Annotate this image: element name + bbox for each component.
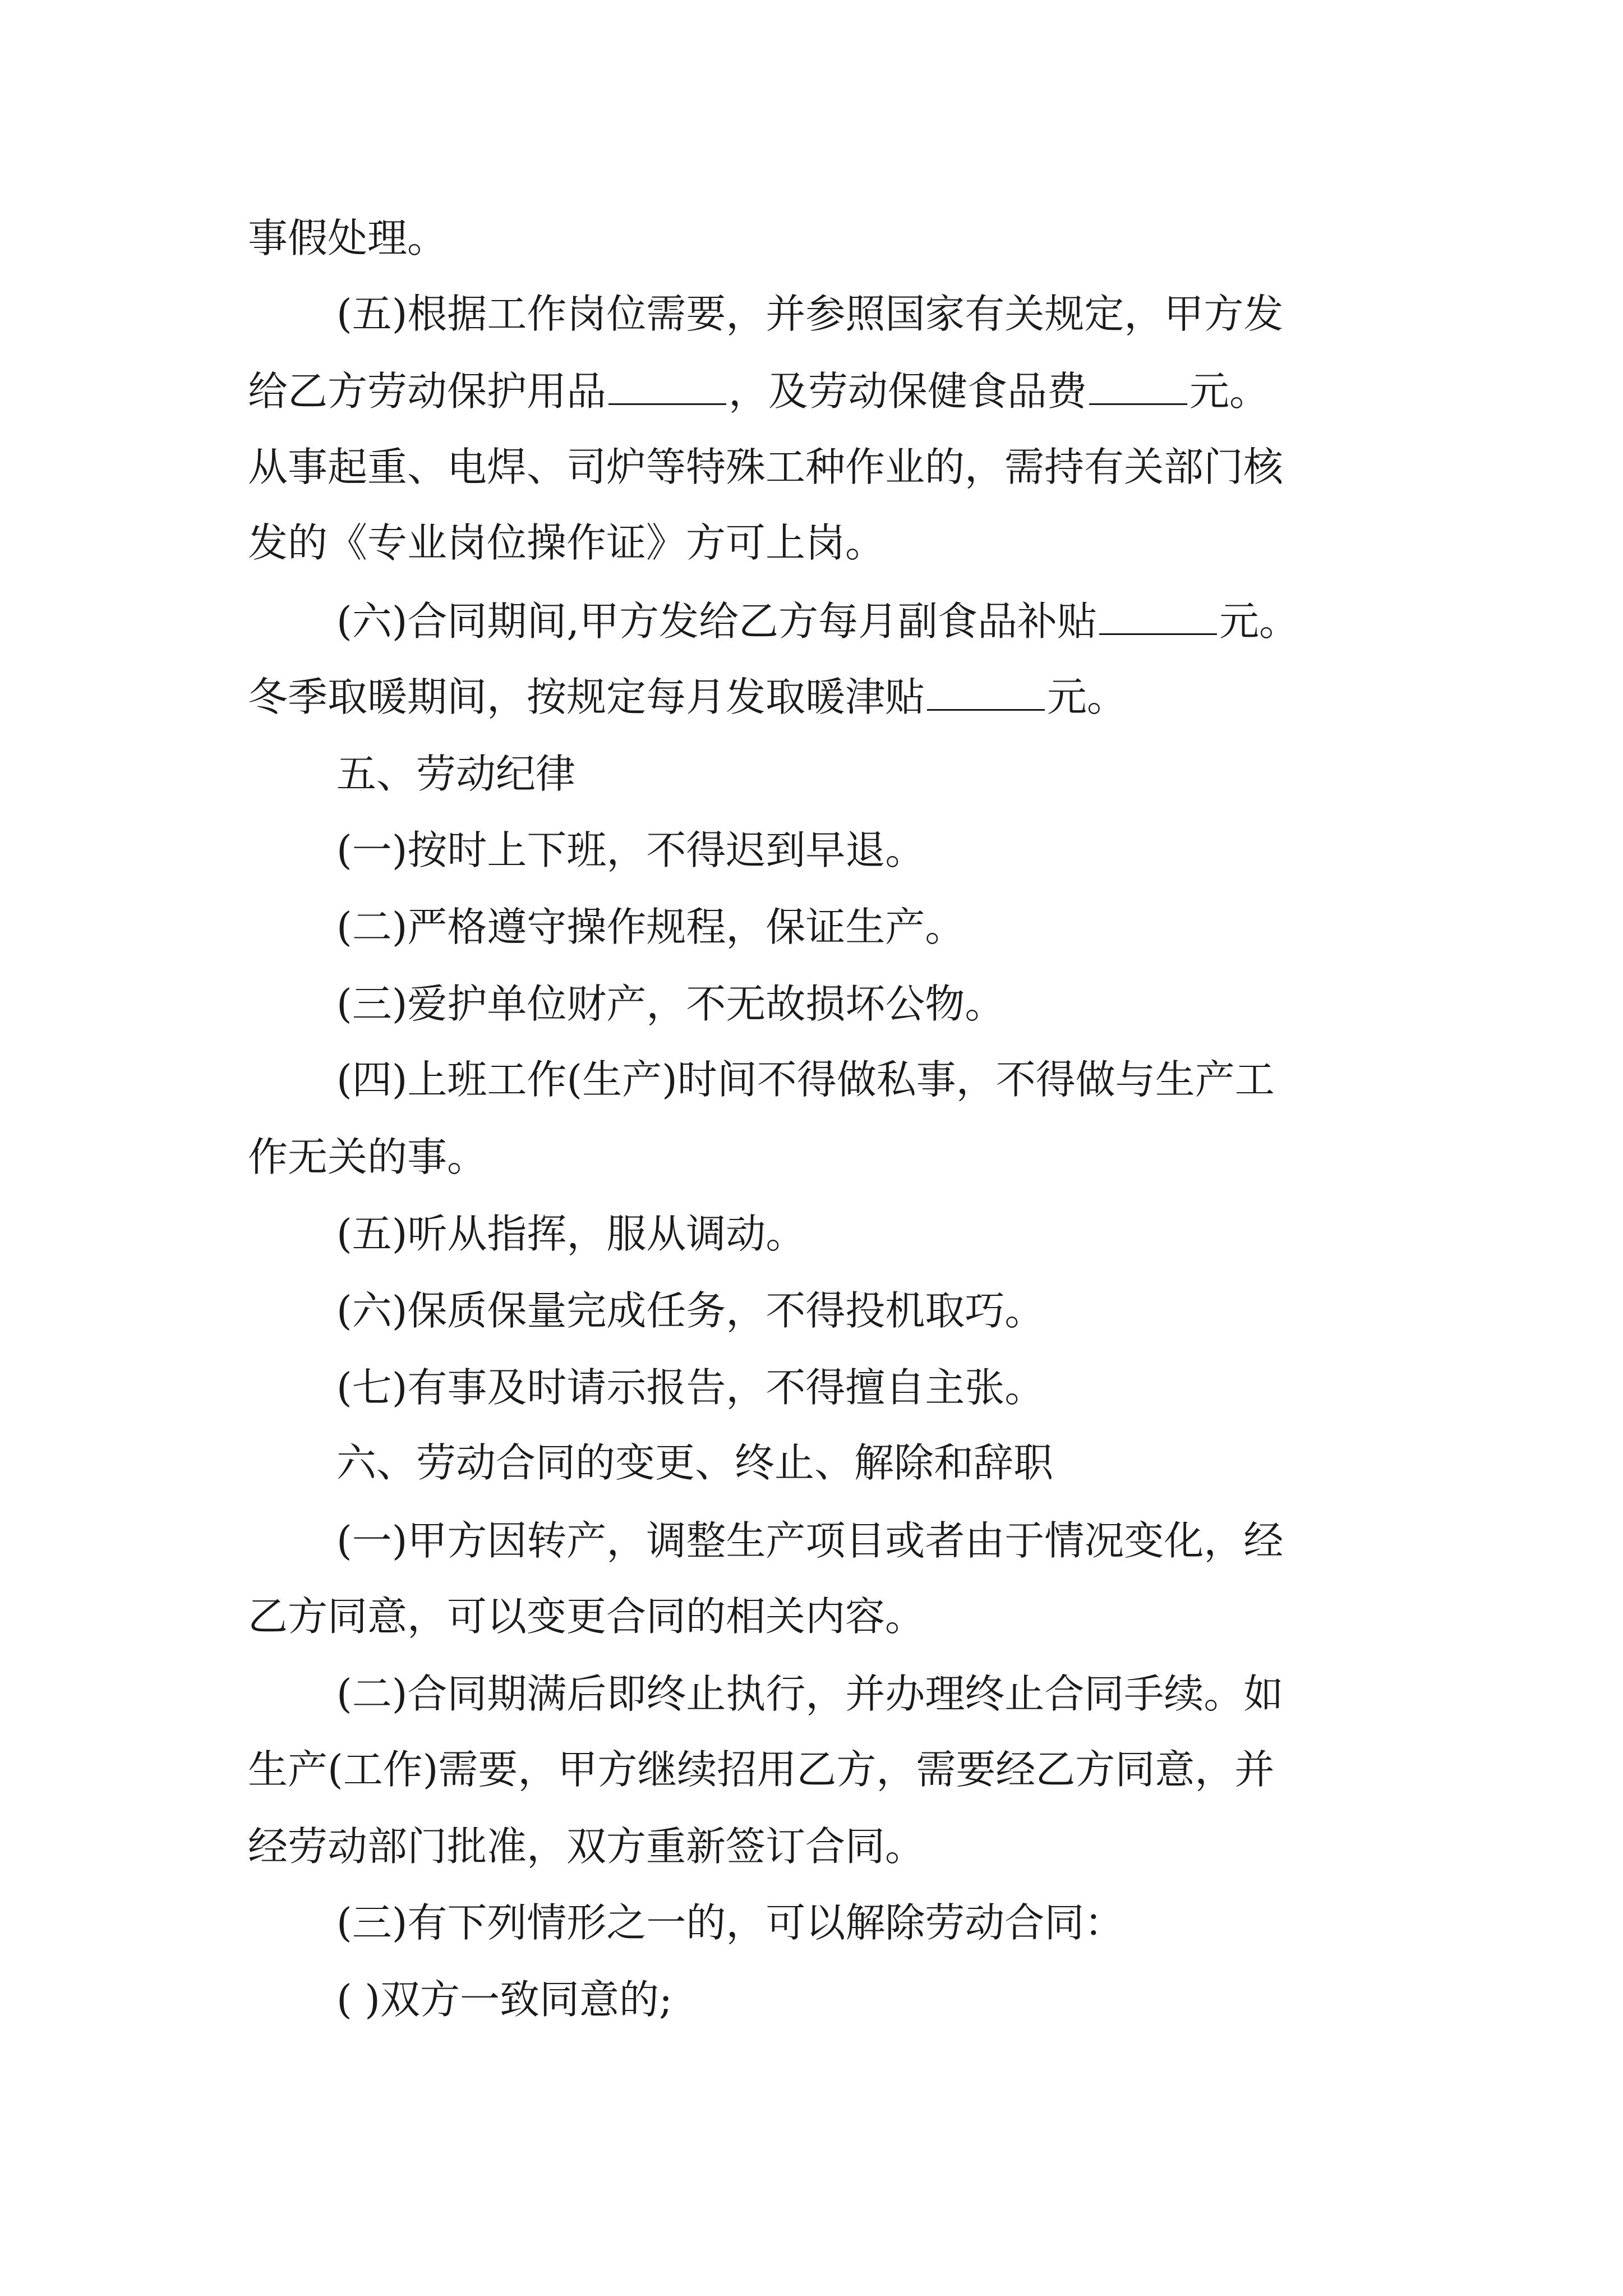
paragraph-line: 经劳动部门批准，双方重新签订合同。	[248, 1823, 925, 1870]
paragraph-line: (二)合同期满后即终止执行，并办理终止合同手续。如	[336, 1671, 1284, 1717]
paragraph-line	[248, 669, 1623, 725]
fill-in-blank	[1089, 366, 1187, 405]
paragraph-line: (一)按时上下班，不得迟到早退。	[336, 827, 925, 873]
section-heading: 五、劳动纪律	[336, 751, 576, 797]
section-heading: 六、劳动合同的变更、终止、解除和辞职	[336, 1439, 1054, 1486]
fill-in-blank	[927, 672, 1045, 711]
paragraph-line: (六)保质保量完成任务，不得投机取巧。	[336, 1287, 1045, 1334]
paragraph-line: (三)有下列情形之一的，可以解除劳动合同：	[336, 1899, 1124, 1946]
line-text: 冬季取暖期间，按规定每月发取暖津贴	[248, 674, 925, 720]
paragraph-line: 乙方同意，可以变更合同的相关内容。	[248, 1593, 925, 1640]
line-text: 元。	[1219, 598, 1299, 645]
paragraph-line: (四)上班工作(生产)时间不得做私事，不得做与生产工	[336, 1056, 1275, 1103]
paragraph-line: 作无关的事。	[248, 1134, 487, 1180]
line-text: 元。	[1189, 368, 1270, 415]
paragraph-line: 生产(工作)需要，甲方继续招用乙方，需要经乙方同意，并	[248, 1746, 1275, 1793]
paragraph-line: 发的《专业岗位操作证》方可上岗。	[248, 519, 886, 566]
paragraph-line	[248, 364, 1623, 420]
paragraph-line: 从事起重、电焊、司炉等特殊工种作业的，需持有关部门核	[248, 444, 1284, 490]
paragraph-line: ( )双方一致同意的;	[336, 1976, 672, 2023]
line-text: (六)合同期间,甲方发给乙方每月副食品补贴	[336, 598, 1097, 645]
fill-in-blank	[608, 366, 726, 405]
paragraph-line: (七)有事及时请示报告，不得擅自主张。	[336, 1364, 1045, 1411]
line-text: 给乙方劳动保护用品	[248, 368, 607, 415]
paragraph-line: (五)听从指挥，服从调动。	[336, 1211, 806, 1257]
paragraph-line: (五)根据工作岗位需要，并参照国家有关规定，甲方发	[336, 291, 1284, 337]
paragraph-line	[336, 593, 1623, 650]
paragraph-line: (二)严格遵守操作规程，保证生产。	[336, 904, 965, 950]
line-text: 元。	[1047, 674, 1127, 720]
paragraph-line: (三)爱护单位财产，不无故损坏公物。	[336, 981, 1005, 1027]
line-text: ，及劳动保健食品费	[728, 368, 1087, 415]
fill-in-blank	[1099, 596, 1217, 635]
paragraph-line: (一)甲方因转产，调整生产项目或者由于情况变化，经	[336, 1517, 1284, 1564]
paragraph-line: 事假处理。	[248, 215, 448, 261]
